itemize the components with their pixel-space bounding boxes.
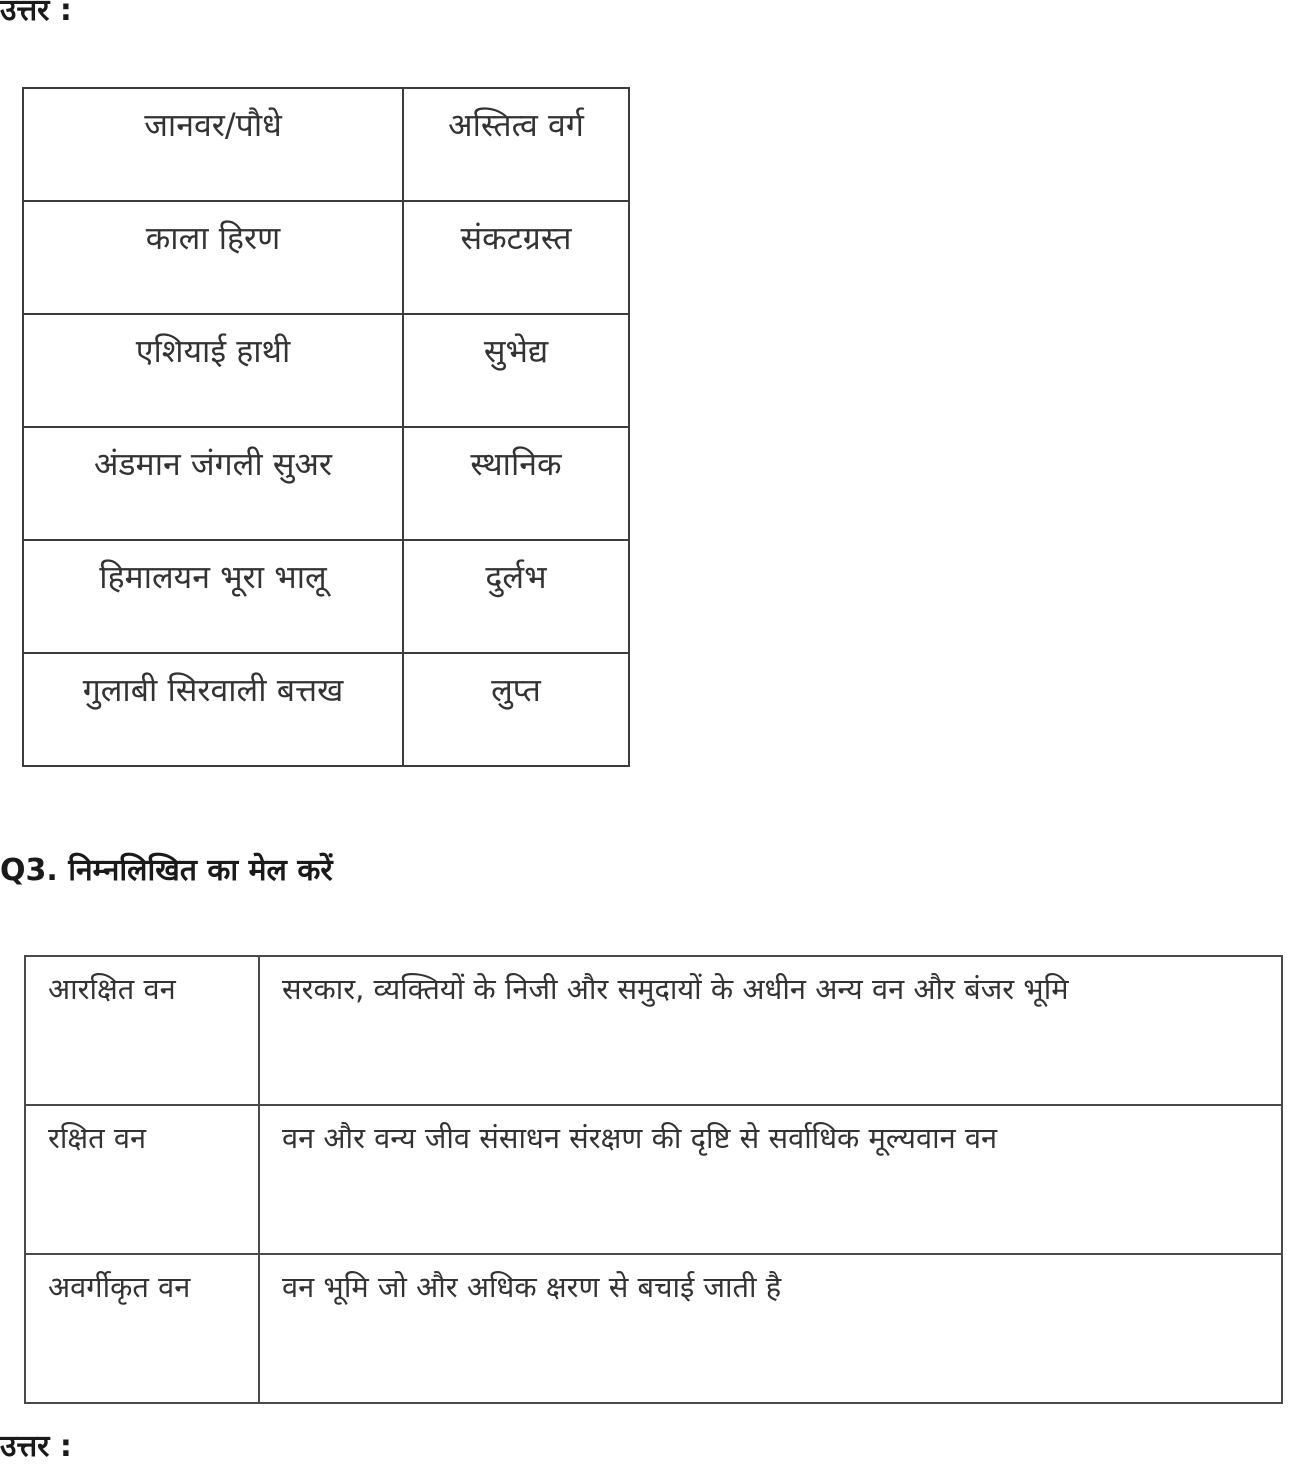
forest-description-cell: वन भूमि जो और अधिक क्षरण से बचाई जाती है [259,1254,1282,1403]
status-cell: लुप्त [403,653,629,766]
table-row [23,201,629,314]
status-cell: सुभेद्य [403,314,629,427]
table-row [25,956,1282,1105]
animal-cell: हिमालयन भूरा भालू [23,540,403,653]
question-heading: Q3. निम्नलिखित का मेल करें [0,853,333,888]
forest-description-cell: वन और वन्य जीव संसाधन संरक्षण की दृष्टि से सर्वाधिक मूल्यवान वन [259,1105,1282,1254]
table-row [23,314,629,427]
table-row [23,427,629,540]
answer-label: उत्तर : [0,0,72,28]
table-row [23,653,629,766]
forest-type-cell: रक्षित वन [25,1105,259,1254]
animal-cell: काला हिरण [23,201,403,314]
forest-type-cell: अवर्गीकृत वन [25,1254,259,1403]
table-row [23,540,629,653]
animal-cell: अंडमान जंगली सुअर [23,427,403,540]
forest-type-cell: आरक्षित वन [25,956,259,1105]
status-cell: दुर्लभ [403,540,629,653]
animal-cell: एशियाई हाथी [23,314,403,427]
forest-type-table [24,955,1283,1404]
status-cell: स्थानिक [403,427,629,540]
header-cell-status: अस्तित्व वर्ग [403,88,629,201]
status-cell: संकटग्रस्त [403,201,629,314]
species-status-table [22,87,630,767]
forest-description-cell: सरकार, व्यक्तियों के निजी और समुदायों के अधीन अन्य वन और बंजर भूमि [259,956,1282,1105]
header-cell-animal: जानवर/पौधे [23,88,403,201]
answer-label: उत्तर : [0,1429,72,1464]
table-row [25,1254,1282,1403]
table-row [25,1105,1282,1254]
animal-cell: गुलाबी सिरवाली बत्तख [23,653,403,766]
table-header-row [23,88,629,201]
